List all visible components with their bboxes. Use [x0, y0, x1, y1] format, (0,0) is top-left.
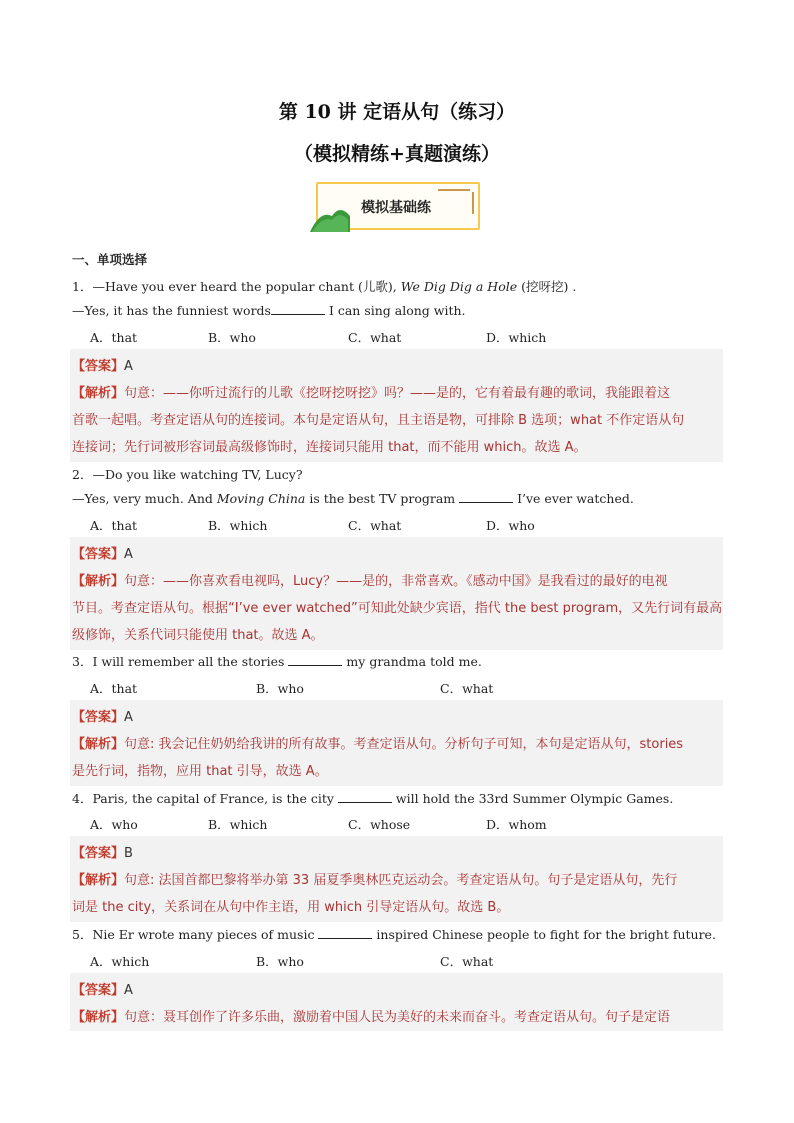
option-b: B．which	[208, 817, 268, 832]
option-c: C．what	[348, 330, 402, 345]
option-b: B．who	[256, 681, 304, 696]
option-a: A．which	[90, 954, 150, 969]
answer-3: 【答案】A	[72, 710, 133, 725]
answer-5: 【答案】A	[72, 983, 133, 998]
analysis-3-line-1: 【解析】句意: 我会记住奶奶给我讲的所有故事。考查定语从句。分析句子可知，本句是定语从句，stories	[72, 737, 684, 752]
question-1-line-1: 1．—Have you ever heard the popular chant (儿歌), We Dig Dig a Hole (挖呀挖) .	[72, 279, 577, 294]
option-b: B．who	[208, 330, 256, 345]
analysis-4-line-1: 【解析】句意: 法国首都巴黎将举办第 33 届夏季奥林匹克运动会。考查定语从句。句子是定语从句，先行	[72, 873, 678, 888]
analysis-5-line-1: 【解析】句意：聂耳创作了许多乐曲，激励着中国人民为美好的未来而奋斗。考查定语从句。句子是定语	[72, 1010, 671, 1025]
option-c: C．whose	[348, 817, 411, 832]
analysis-2-line-3: 级修饰，关系代词只能使用 that。故选 A。	[72, 628, 324, 643]
answer-2: 【答案】A	[72, 547, 133, 562]
analysis-3-line-2: 是先行词，指物，应用 that 引导，故选 A。	[72, 764, 328, 779]
option-a: A．that	[90, 330, 138, 345]
question-5-line-1: 5．Nie Er wrote many pieces of music inspired Chinese people to fight for the bright future.	[72, 927, 716, 942]
question-2-line-1: 2．—Do you like watching TV, Lucy?	[72, 467, 303, 482]
analysis-4-line-2: 词是 the city，关系词在从句中作主语，用 which 引导定语从句。故选 B。	[72, 900, 510, 915]
answer-blank	[288, 656, 342, 666]
section-badge	[310, 180, 482, 232]
answer-blank	[459, 493, 513, 503]
page-subtitle: （模拟精练+真题演练）	[294, 143, 500, 165]
answer-blank	[271, 305, 325, 315]
option-b: B．who	[256, 954, 304, 969]
question-1-line-2: —Yes, it has the funniest words I can sing along with.	[72, 303, 466, 318]
option-c: C．what	[440, 954, 494, 969]
answer-blank	[338, 793, 392, 803]
answer-4: 【答案】B	[72, 846, 133, 861]
page-title: 第 10 讲 定语从句（练习）	[278, 101, 516, 123]
option-c: C．what	[348, 518, 402, 533]
option-d: D．who	[486, 518, 535, 533]
analysis-1-line-2: 首歌一起唱。考查定语从句的连接词。本句是定语从句，且主语是物，可排除 B 选项；what 不作定语从句	[72, 413, 685, 428]
option-a: A．that	[90, 518, 138, 533]
answer-blank	[318, 929, 372, 939]
option-a: A．who	[90, 817, 138, 832]
analysis-1-line-3: 连接词；先行词被形容词最高级修饰时，连接词只能用 that，而不能用 which。故选 A。	[72, 440, 587, 455]
option-d: D．whom	[486, 817, 547, 832]
option-b: B．which	[208, 518, 268, 533]
answer-1: 【答案】A	[72, 359, 133, 374]
badge-label: 模拟基础练	[361, 200, 431, 216]
option-d: D．which	[486, 330, 547, 345]
analysis-2-line-1: 【解析】句意：——你喜欢看电视吗，Lucy？——是的，非常喜欢。《感动中国》是我看过的最好的电视	[72, 574, 668, 589]
question-3-line-1: 3．I will remember all the stories my grandma told me.	[72, 654, 482, 669]
question-4-line-1: 4．Paris, the capital of France, is the city will hold the 33rd Summer Olympic Games.	[72, 791, 674, 806]
option-a: A．that	[90, 681, 138, 696]
option-c: C．what	[440, 681, 494, 696]
section-heading: 一、单项选择	[72, 252, 148, 267]
question-2-line-2: —Yes, very much. And Moving China is the best TV program I’ve ever watched.	[72, 491, 634, 506]
analysis-1-line-1: 【解析】句意：——你听过流行的儿歌《挖呀挖呀挖》吗？——是的，它有着最有趣的歌词，我能跟着这	[72, 386, 671, 401]
analysis-2-line-2: 节目。考查定语从句。根据“I’ve ever watched”可知此处缺少宾语，指代 the best program，又先行词有最高	[72, 601, 723, 616]
